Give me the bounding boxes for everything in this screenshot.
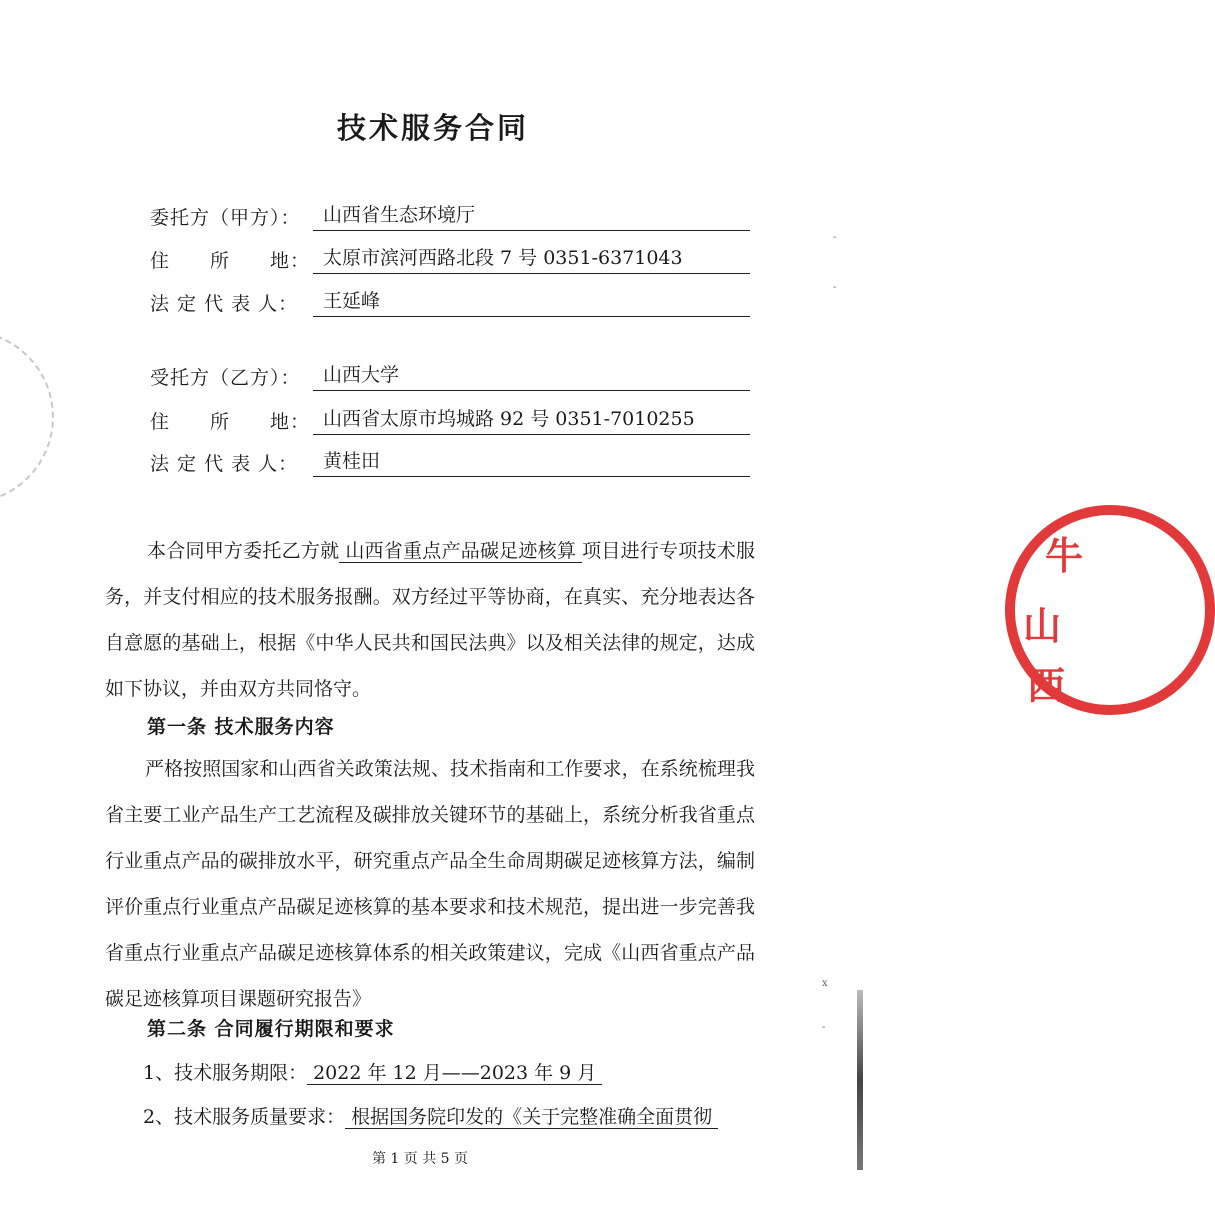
intro-suffix: 项目进行专项技术服务，并支付相应的技术服务报酬。双方经过平等协商，在真实、充分地表达各自意愿的基础上，根据《中华人民共和国民法典》以及相关法律的规定，达成如下协议，并由双方共同恪守。 (105, 540, 755, 700)
item1-value: 2022 年 12 月——2023 年 9 月 (307, 1062, 602, 1085)
party-b-client-row (150, 360, 750, 394)
party-b-address-value: 山西省太原市坞城路 92 号 0351-7010255 (313, 404, 750, 435)
article1-body: 严格按照国家和山西省关政策法规、技术指南和工作要求，在系统梳理我省主要工业产品生产工艺流程及碳排放关键环节的基础上，系统分析我省重点行业重点产品的碳排放水平，研究重点产品全生命周期碳足迹核算方法，编制评价重点行业重点产品碳足迹核算的基本要求和技术规范，提出进一步完善我省重点行业重点产品碳足迹核算体系的相关政策建议，完成《山西省重点产品碳足迹核算项目课题研究报告》 (105, 758, 755, 1010)
item1-label: 1、技术服务期限： (143, 1062, 308, 1084)
intro-project: 山西省重点产品碳足迹核算 (339, 540, 582, 563)
party-b-address-label: 住 所 地： (150, 411, 311, 433)
party-a-address-value: 太原市滨河西路北段 7 号 0351-6371043 (313, 243, 750, 274)
party-b-address-row (150, 404, 750, 438)
party-b-rep-label: 法 定 代 表 人： (150, 453, 299, 475)
party-b-client-value: 山西大学 (313, 360, 750, 391)
item2-value: 根据国务院印发的《关于完整准确全面贯彻 (345, 1106, 718, 1129)
party-b-rep-value: 黄桂田 (313, 446, 750, 477)
article2-heading: 第二条 合同履行期限和要求 (147, 1018, 395, 1040)
red-seal-right (1005, 505, 1215, 715)
scan-mark: - (833, 282, 837, 293)
party-a-client-row (150, 200, 750, 234)
scan-mark: x (822, 978, 828, 989)
party-a-rep-value: 王延峰 (313, 286, 750, 317)
party-a-rep-row (150, 286, 750, 320)
party-a-client-label: 委托方（甲方）： (150, 207, 301, 229)
page-footer: 第 1 页 共 5 页 (371, 1151, 469, 1167)
document-title: 技术服务合同 (336, 111, 529, 145)
party-a-rep-label: 法 定 代 表 人： (150, 293, 299, 315)
article2-item2 (143, 1102, 718, 1129)
binding-edge (857, 990, 863, 1170)
party-a-address-row (150, 243, 750, 277)
article1-heading: 第一条 技术服务内容 (147, 716, 335, 738)
party-a-client-value: 山西省生态环境厅 (313, 200, 750, 231)
intro-prefix: 本合同甲方委托乙方就 (147, 540, 340, 562)
seal-char: 西 (1027, 663, 1066, 708)
faded-seal-left (0, 330, 54, 504)
party-b-client-label: 受托方（乙方）： (150, 367, 301, 389)
scan-mark: - (833, 232, 837, 243)
seal-char: 山 (1023, 603, 1062, 648)
item2-label: 2、技术服务质量要求： (143, 1106, 346, 1128)
party-b-rep-row (150, 446, 750, 480)
intro-paragraph (105, 528, 755, 712)
article2-item1 (143, 1058, 602, 1085)
scan-mark: - (822, 1022, 826, 1033)
party-a-address-label: 住 所 地： (150, 250, 311, 272)
seal-char: 牛 (1045, 533, 1084, 578)
